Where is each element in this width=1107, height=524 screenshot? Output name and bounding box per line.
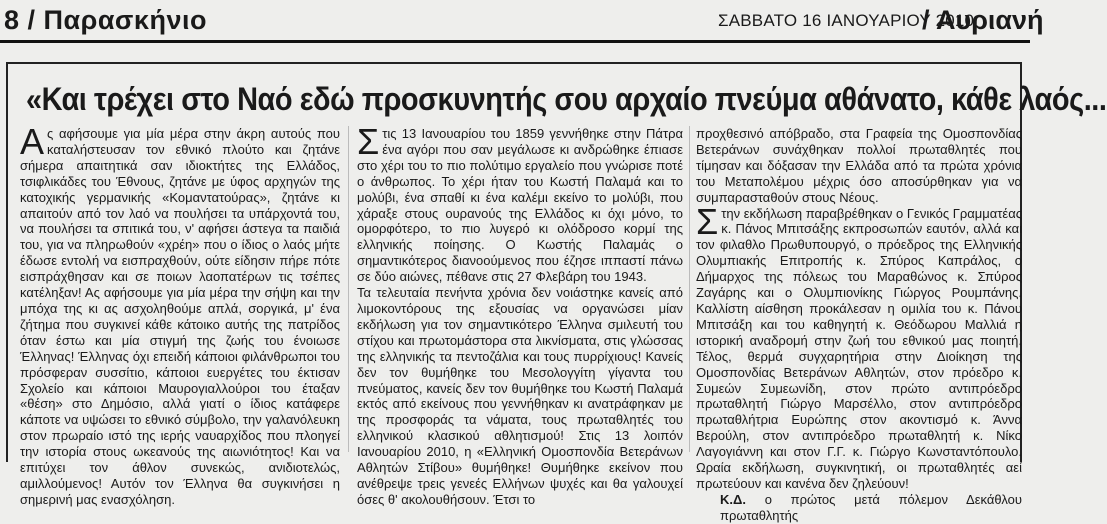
masthead: [0, 0, 1044, 44]
drop-cap: Α: [20, 121, 45, 162]
column-1-paragraph: [20, 121, 340, 508]
article-column-3: [696, 126, 1022, 524]
drop-cap: Σ: [696, 200, 719, 242]
column-1-text: ς αφήσουμε για μία μέρα στην άκρη αυτούς που καταλήστευσαν τον εθνικό πλούτο και ζητάνε σήμερα απαιτητικά σαν ιδιοκτήτες της Ελλάδος, τσιφλικάδες του Έθνους, ζητάνε με ύφος αρχηγών της κατοχικής γερμανικής «Κομαντατούρας», ζητάνε κι απαιτούν από τον λαό να πουλήσει τα υπάρχοντά του, να πουλήσει τα σπιτικά του, ν' αφήσει άστεγα τα παιδιά του, για να πληρωθούν «χρέη» που ο ίδιος ο λαός μήτε έδωσε εντολή να εισπραχθούν, ούτε είδησιν πήρε πότε εισπράχθησαν και σε ποιων λαοπατέρων τις τσέπες κατέληξαν! Ας αφήσουμε για μία μέρα την σήψη και την μπόχα της κι ας ασχοληθούμε απλά, σοργικά, μ' ένα ζήτημα που συγκινεί κάθε κάτοικο αυτής της πατρίδος όταν έστω και μία στιγμή της ζωής του ένοιωσε Έλληνας! Έλληνας όχι επειδή κάποιοι φιλάνθρωποι του πρόσφεραν συσσίτιο, κάποιοι ευεργέτες του έκτισαν Σχολείο και κάποιοι Μαυρογιαλλούροι του έταξαν «θέση» στο Δημόσιο, αλλά γιατί ο ίδιος κατάφερε κάποτε να υψώσει το εθνικό σύμβολο, την γαλανόλευκη στον πρωραίο ιστό της ιερής ναυαρχίδος που πλοηγεί την ιστορία στους ωκεανούς της αιωνιότητος! Και να επιτύχει τον άθλον συνεκώς, ανιδιοτελώς, αμιλλούμενος! Αυτόν τον Έλληνα θα συγκινήσει η σημερινή μας ενασχόληση.: [20, 126, 340, 507]
signature-line: [696, 492, 1022, 524]
article-column-1: [20, 121, 340, 508]
article-headline: «Και τρέχει στο Ναό εδώ προσκυνητής σου αρχαίο πνεύμα αθάνατο, κάθε λαός...: [26, 81, 1107, 117]
column-2-paragraph-1: [357, 121, 683, 285]
column-3-paragraph-1: [696, 126, 1022, 206]
newspaper-name: / Αυριανή: [922, 5, 1044, 35]
drop-cap: Σ: [357, 121, 380, 162]
column-3-paragraph-2: [696, 200, 1022, 492]
column-3-text-b: την εκδήλωση παραβρέθηκαν ο Γενικός Γραμματέας κ. Πάνος Μπιτσάξης εκπροσωπών εαυτόν, αλλά και τον φιλαθλο Πρωθυπουργό, ο πρόεδρος της Ελληνικής Ολυμπιακής Επιτροπής κ. Σπύρος Καπράλος, ο Δήμαρχος της πόλεως του Μαραθώνος κ. Σπύρος Ζαγάρης και ο Ολυμπιονίκης Γιώργος Ρουμπάνης. Καλλίστη αίσθηση προκάλεσαν η ομιλία του κ. Πάνου Μπιτσάξη και του καθηγητή κ. Θεόδωρου Μαλλιά η ιστορική αναδρομή στην ζωή του εθνικού μας ποιητή. Τέλος, θερμά συγχαρητήρια στην Διοίκηση της Ομοσπονδίας Βετεράνων Αθλητών, στον πρόεδρο κ. Συμεών Συμεωνίδη, στον πρώτο αντιπρόεδρο πρωταθλητή Γιώργο Μαρσέλλο, στον αντιπρόεδρο πρωταθλήτρια Ευρώπης στον ακοντισμό κ. Άννα Βερούλη, στον αντιπρόεδρο πρωταθλητή κ. Νίκο Λαγογιάννη και στον Γ.Γ. κ. Γιώργο Κωνσταντόπουλο. Ωραία εκδήλωση, συγκινητική, οι πρωταθλητές αεί πρωτεύουν και κανένα δεν ζηλεύουν!: [696, 205, 1022, 491]
author-signature: Κ.Δ.: [720, 491, 746, 507]
column-divider: [348, 126, 349, 452]
column-3-text-a: προχθεσινό απόβραδο, στα Γραφεία της Ομοσπονδίας Βετεράνων συνάχθηκαν πολλοί πρωταθλητές που τίμησαν και δόξασαν την Ελλάδα από τα πρώτα χρόνια του Μεταπολέμου μέχρις όσο αποσύρθηκαν για να συμπαρασταθούν στους Νέους.: [696, 126, 1022, 205]
issue-date: ΣΑΒΒΑΤΟ 16 ΙΑΝΟΥΑΡΙΟΥ 2010: [718, 11, 975, 30]
section-label: 8 / Παρασκήνιο: [4, 5, 207, 35]
column-2-text-b: Τα τελευταία πενήντα χρόνια δεν νοιάστηκε κανείς από λιμοκοντόρους της εξουσίας να οργανώσει μίαν εκδήλωση για τον σημαντικότερο Έλληνα σμιλευτή του στίχου και πρωτομάστορα στα λικνίσματα, στις γλώσσας της ελληνικής τα πεντοζάλια και τους πυρρίχιους! Κανείς δεν τον θυμήθηκε του Μεσολογγίτη γίγαντα του πνεύματος, κανείς δεν τον θυμήθηκε του Κωστή Παλαμά εκτός από εκείνους που γεννήθηκαν κι ανατράφηκαν με της προσφοράς τα νάματα, τους πρωταθλητές του ελληνικού κλασικού αθλητισμού! Στις 13 λοιπόν Ιανουαρίου 2010, η «Ελληνική Ομοσπονδία Βετεράνων Αθλητών Στίβου» θυμήθηκε! Θυμήθηκε εκείνον που ανέθρεψε τρεις γενεές Ελλήνων ψυχές και θα γαλουχεί όσες θ' ακολουθήσουν. Έτσι το: [357, 285, 683, 507]
article-column-2: [357, 121, 683, 508]
column-2-text-a: τις 13 Ιανουαρίου του 1859 γεννήθηκε στην Πάτρα ένα αγόρι που σαν μεγάλωσε κι ανδρώθηκε έπιασε στο χέρι του το πιο πολύτιμο εργαλείο που γνώρισε ποτέ ο άνθρωπος. Το χέρι ήταν του Κωστή Παλαμά και το μολύβι, ένα σπαθί κι ένα καλέμι εκείνο το μολύβι, που χάραξε στους ουρανούς της Ελλάδος κι όχι μόνο, το ομορφότερο, το πιο λυγερό κι ολόδροσο κορμί της ελληνικής ποίησης. Ο Κωστής Παλαμάς ο σημαντικότερος διανοούμενος που έζησε ιππαστί πάνω σε δύο αιώνες, πέθανε στις 27 Φλεβάρη του 1943.: [357, 126, 683, 285]
column-divider: [689, 126, 690, 452]
author-note: ο πρώτος μετά πόλεμον Δεκάθλου πρωταθλητής: [720, 491, 1022, 523]
column-2-paragraph-2: [357, 285, 683, 508]
masthead-rule: [0, 40, 1030, 43]
